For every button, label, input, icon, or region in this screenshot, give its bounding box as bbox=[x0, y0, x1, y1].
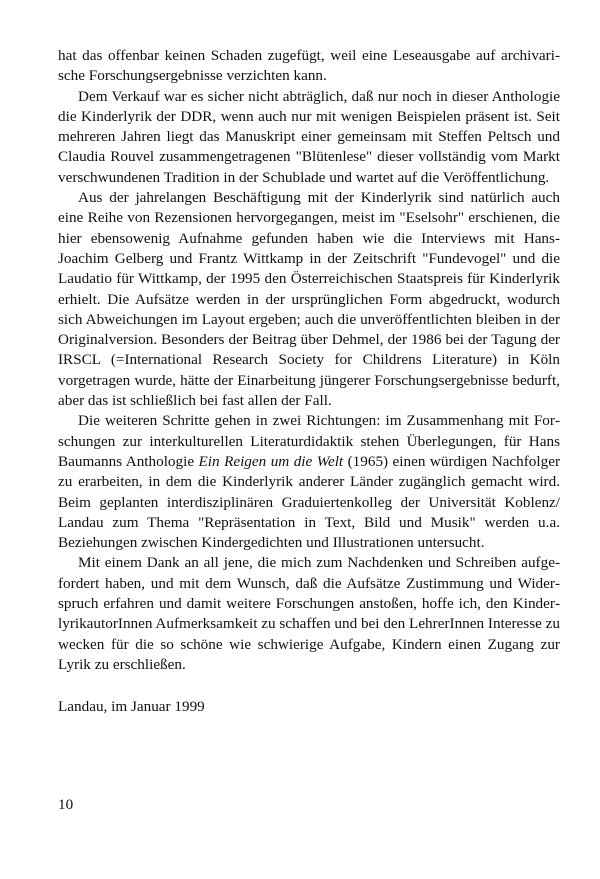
paragraph-3: Aus der jahrelangen Beschäftigung mit der Kinderlyrik sind natürlich auch eine Reihe von Rezensionen hervorgegangen, meist im "Eselsohr" erschienen, die hier ebensowenig Aufnahme gefunden haben wie die Interviews mit Hans-Joachim Gelberg und Frantz Wittkamp in der Zeitschrift "Fundevogel" und die Laudatio für Wittkamp, der 1995 den Österreichischen Staatspreis für Kinderlyrik erhielt. Die Aufsätze werden in der ursprünglichen Form abgedruckt, wodurch sich Abweichungen im Layout ergeben; auch die unveröffentlichten bleiben in der Originalversion. Besonders der Beitrag über Dehmel, der 1986 bei der Tagung der IRSCL (=International Research Society for Childrens Literature) in Köln vorgetragen wurde, hätte der Einarbeitung jüngerer Forschungsergebnisse bedurft, aber das ist schließlich bei fast allen der Fall. bbox=[58, 189, 560, 410]
paragraph-4-text-before: Die weiteren Schritte gehen in zwei Richtungen: im Zusammenhang mit Forschungen zur interkulturellen Literaturdidaktik stehen Überlegungen, für Hans Baumanns Anthologie bbox=[58, 412, 560, 470]
document-page bbox=[58, 46, 560, 717]
page-number: 10 bbox=[58, 796, 74, 813]
paragraph-1: hat das offenbar keinen Schaden zugefügt, weil eine Leseausgabe auf archivarische Forschungsergebnisse verzichten kann. bbox=[58, 47, 560, 85]
paragraph-4-text-after: (1965) einen würdigen Nachfolger zu erarbeiten, in dem die Kinderlyrik anderer Länder zugänglich gemacht wird. Beim geplanten interdisziplinären Graduiertenkolleg der Universität Koblenz/ Landau zum Thema "Repräsentation in Text, Bild und Musik" werden u.a. Beziehungen zwischen Kindergedichten und Illustrationen untersucht. bbox=[58, 452, 561, 552]
place-date-line: Landau, im Januar 1999 bbox=[58, 698, 205, 716]
paragraph-5: Mit einem Dank an all jene, die mich zum Nachdenken und Schreiben aufgefordert haben, und mit dem Wunsch, daß die Aufsätze Zustimmung und Widerspruch erfahren und damit weitere Forschungen anstoßen, hoffe ich, den KinderlyrikautorInnen Aufmerksamkeit zu schaffen und bei den LehrerInnen Interesse zu wecken für die so schöne wie schwierige Aufgabe, Kindern einen Zugang zur Lyrik zu erschließen. bbox=[58, 554, 560, 673]
paragraph-2: Dem Verkauf war es sicher nicht abträglich, daß nur noch in dieser Anthologie die Kinderlyrik der DDR, wenn auch nur mit wenigen Beispielen präsent ist. Seit mehreren Jahren liegt das Manuskript einer gemeinsam mit Steffen Peltsch und Claudia Rouvel zusammengetragenen "Blütenlese" dieser vollständig vom Markt verschwundenen Tradition in der Schublade und wartet auf die Veröffentlichung. bbox=[58, 87, 560, 186]
paragraph-4 bbox=[58, 411, 560, 553]
book-title: Ein Reigen um die Welt bbox=[198, 452, 344, 470]
